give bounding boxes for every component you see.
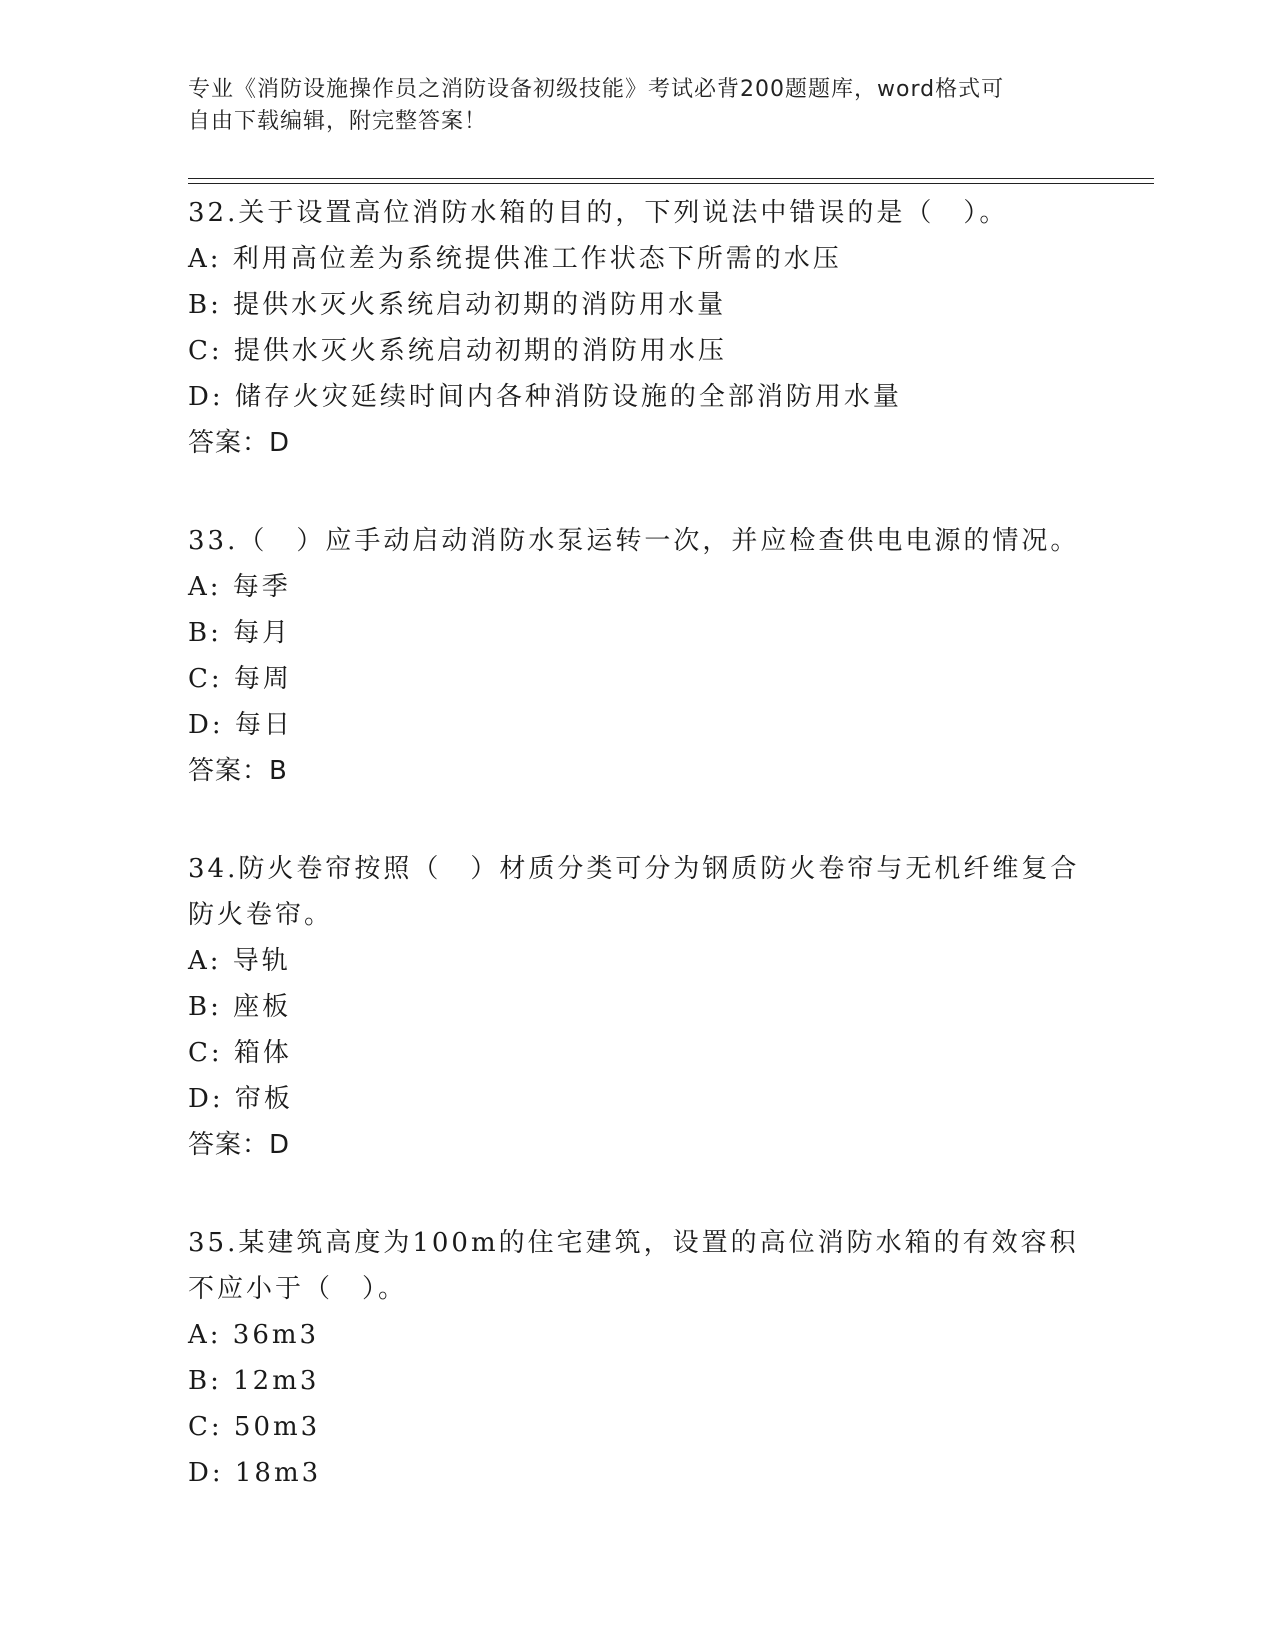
header-line-1: 专业《消防设施操作员之消防设备初级技能》考试必背200题题库，word格式可: [188, 77, 1005, 102]
option-d: D: 18m3: [188, 1458, 322, 1488]
question-34: [188, 846, 1088, 1168]
option-a: A: 36m3: [188, 1320, 320, 1350]
option-a: A: 利用高位差为系统提供准工作状态下所需的水压: [188, 244, 842, 274]
answer-label: 答案：D: [188, 428, 291, 458]
option-c: C: 箱体: [188, 1038, 292, 1068]
question-35: [188, 1220, 1088, 1496]
question-33: [188, 518, 1088, 794]
option-a: A: 每季: [188, 572, 291, 602]
option-c: C: 50m3: [188, 1412, 321, 1442]
option-c: C: 每周: [188, 664, 292, 694]
option-d: D: 每日: [188, 710, 293, 740]
header-line-2: 自由下载编辑，附完整答案！: [188, 109, 488, 134]
option-a: A: 导轨: [188, 946, 291, 976]
answer-label: 答案：D: [188, 1130, 291, 1160]
answer-label: 答案：B: [188, 756, 288, 786]
question-32: [188, 190, 1088, 466]
option-d: D: 帘板: [188, 1084, 293, 1114]
option-b: B: 每月: [188, 618, 292, 648]
header-rule-top: [188, 178, 1154, 179]
document-header: [188, 74, 1088, 138]
question-stem: 34.防火卷帘按照（ ）材质分类可分为钢质防火卷帘与无机纤维复合防火卷帘。: [188, 854, 1080, 930]
option-b: B: 12m3: [188, 1366, 320, 1396]
question-stem: 35.某建筑高度为100m的住宅建筑，设置的高位消防水箱的有效容积不应小于（ ）。: [188, 1228, 1079, 1304]
option-c: C: 提供水灭火系统启动初期的消防用水压: [188, 336, 727, 366]
option-d: D: 储存火灾延续时间内各种消防设施的全部消防用水量: [188, 382, 902, 412]
option-b: B: 座板: [188, 992, 292, 1022]
option-b: B: 提供水灭火系统启动初期的消防用水量: [188, 290, 727, 320]
question-list: [188, 190, 1088, 1548]
question-stem: 32.关于设置高位消防水箱的目的，下列说法中错误的是（ ）。: [188, 198, 1009, 228]
header-rule-bottom: [188, 183, 1154, 184]
question-stem: 33.（ ）应手动启动消防水泵运转一次，并应检查供电电源的情况。: [188, 526, 1080, 556]
